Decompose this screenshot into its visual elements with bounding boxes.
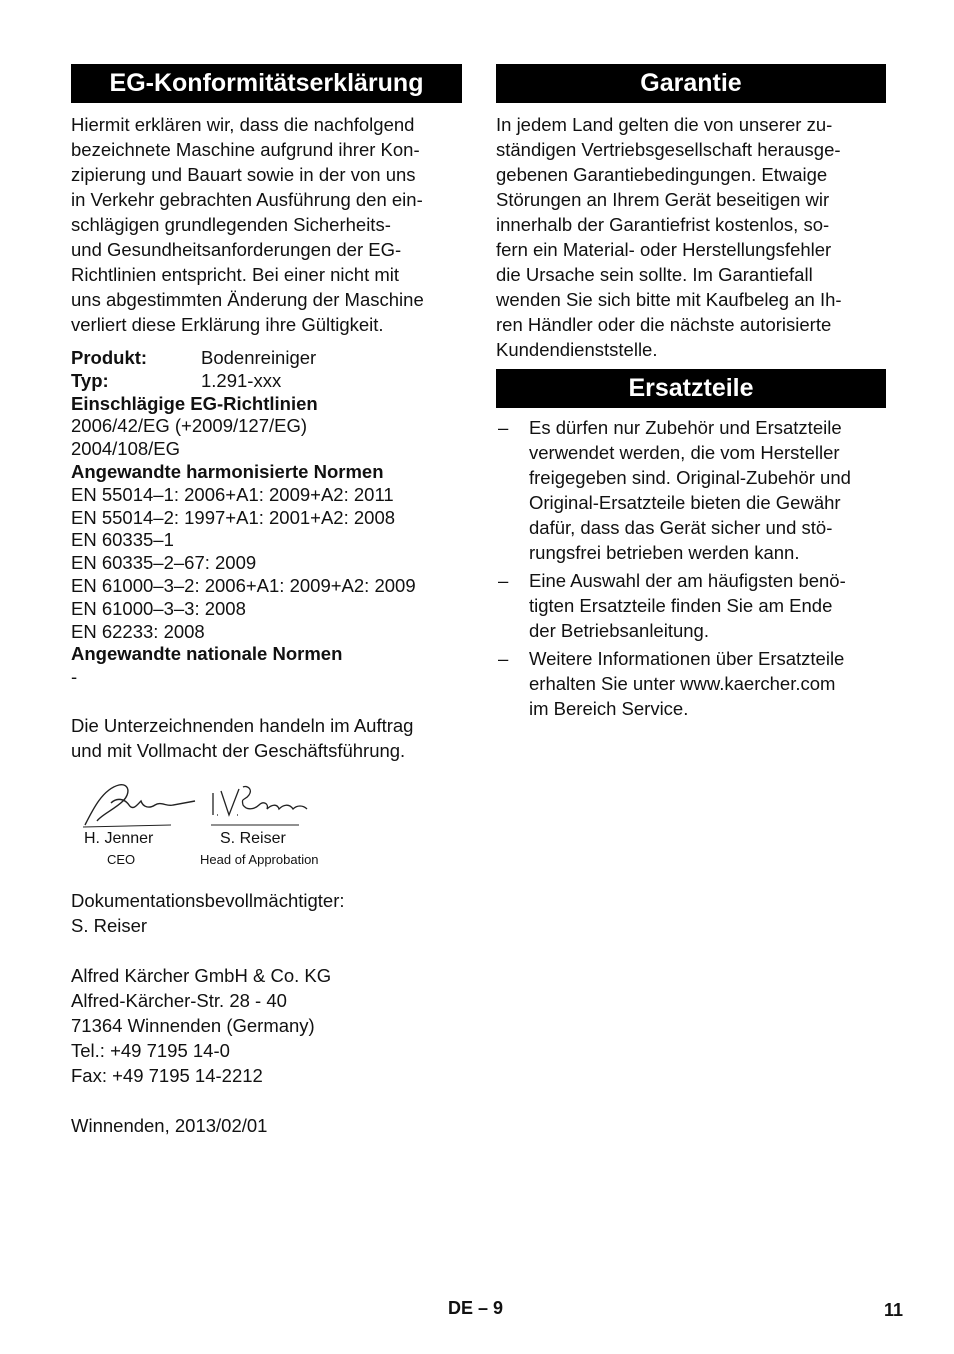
item-line: Es dürfen nur Zubehör und Ersatzteile bbox=[529, 417, 842, 438]
item-line: Eine Auswahl der am häufigsten benö- bbox=[529, 570, 846, 591]
signer-role-reiser: Head of Approbation bbox=[200, 851, 319, 867]
item-line: erhalten Sie unter www.kaercher.com bbox=[529, 673, 836, 694]
warranty-text bbox=[496, 112, 886, 362]
warranty-line: Kundendienststelle. bbox=[496, 339, 658, 360]
directive-item: 2004/108/EG bbox=[71, 438, 181, 460]
standard-item: EN 62233: 2008 bbox=[71, 620, 205, 642]
item-line: dafür, dass das Gerät sicher und stö- bbox=[529, 517, 833, 538]
list-item bbox=[496, 568, 886, 643]
product-row bbox=[71, 347, 462, 370]
item-line: tigten Ersatzteile finden Sie am Ende bbox=[529, 595, 833, 616]
list-item bbox=[496, 646, 886, 721]
intro-line: Hiermit erklären wir, dass die nachfolgend bbox=[71, 114, 415, 135]
footer-page-number: 11 bbox=[884, 1300, 904, 1320]
item-line: Weitere Informationen über Ersatzteile bbox=[529, 648, 845, 669]
product-spec bbox=[71, 347, 462, 689]
list-item bbox=[496, 415, 886, 565]
address-line: 71364 Winnenden (Germany) bbox=[71, 1014, 315, 1036]
intro-line: uns abgestimmten Änderung der Maschine bbox=[71, 289, 424, 310]
type-value: 1.291-xxx bbox=[201, 369, 282, 391]
warranty-line: gebenen Garantiebedingungen. Etwaige bbox=[496, 164, 828, 185]
address-line: Tel.: +49 7195 14-0 bbox=[71, 1039, 230, 1061]
declaration-heading: EG-Konformitätserklärung bbox=[71, 64, 462, 103]
signers-line: Die Unterzeichnenden handeln im Auftrag bbox=[71, 714, 414, 736]
warranty-heading: Garantie bbox=[496, 64, 886, 103]
dash-bullet: – bbox=[498, 417, 509, 438]
declaration-column bbox=[71, 64, 462, 1138]
standard-item: EN 60335–2–67: 2009 bbox=[71, 552, 257, 574]
address-line: Fax: +49 7195 14-2212 bbox=[71, 1064, 263, 1086]
national-value: - bbox=[71, 666, 78, 688]
warranty-line: ständigen Vertriebsgesellschaft herausge- bbox=[496, 139, 841, 160]
directive-item: 2006/42/EG (+2009/127/EG) bbox=[71, 415, 308, 437]
signature-block bbox=[71, 775, 462, 887]
intro-line: zipierung und Bauart sowie in der von uns bbox=[71, 164, 416, 185]
standard-item: EN 55014–2: 1997+A1: 2001+A2: 2008 bbox=[71, 506, 396, 528]
warranty-line: In jedem Land gelten die von unserer zu- bbox=[496, 114, 833, 135]
item-line: im Bereich Service. bbox=[529, 698, 689, 719]
signers-line: und mit Vollmacht der Geschäftsführung. bbox=[71, 739, 406, 761]
warranty-parts-column bbox=[496, 64, 886, 724]
product-label: Produkt: bbox=[71, 347, 148, 368]
intro-line: und Gesundheitsanforderungen der EG- bbox=[71, 239, 402, 260]
signer-name-reiser: S. Reiser bbox=[220, 829, 286, 847]
product-value: Bodenreiniger bbox=[201, 347, 317, 368]
directives-heading: Einschlägige EG-Richtlinien bbox=[71, 392, 318, 414]
doc-rep-label: Dokumentationsbevollmächtigter: bbox=[71, 889, 345, 911]
documentation-representative bbox=[71, 888, 462, 938]
warranty-line: ren Händler oder die nächste autorisierte bbox=[496, 314, 832, 335]
dash-bullet: – bbox=[498, 570, 509, 591]
place-date bbox=[71, 1113, 462, 1138]
warranty-line: fern ein Material- oder Herstellungsfehler bbox=[496, 239, 832, 260]
footer-page-label: DE – 9 bbox=[448, 1298, 504, 1318]
standard-item: EN 55014–1: 2006+A1: 2009+A2: 2011 bbox=[71, 483, 394, 505]
item-line: verwendet werden, die vom Hersteller bbox=[529, 442, 840, 463]
signer-role-jenner: CEO bbox=[107, 851, 136, 867]
address-line: Alfred Kärcher GmbH & Co. KG bbox=[71, 964, 332, 986]
harmonised-heading: Angewandte harmonisierte Normen bbox=[71, 460, 384, 482]
warranty-line: Störungen an Ihrem Gerät beseitigen wir bbox=[496, 189, 830, 210]
company-address bbox=[71, 963, 462, 1088]
national-heading: Angewandte nationale Normen bbox=[71, 643, 343, 665]
dash-bullet: – bbox=[498, 648, 509, 669]
intro-line: verliert diese Erklärung ihre Gültigkeit. bbox=[71, 314, 384, 335]
item-line: rungsfrei betrieben werden kann. bbox=[529, 542, 800, 563]
signer-name-jenner: H. Jenner bbox=[84, 829, 154, 847]
warranty-line: innerhalb der Garantiefrist kostenlos, so- bbox=[496, 214, 830, 235]
item-line: Original-Ersatzteile bieten die Gewähr bbox=[529, 492, 841, 513]
signature-image bbox=[71, 775, 331, 835]
type-row bbox=[71, 370, 462, 393]
intro-line: bezeichnete Maschine aufgrund ihrer Kon- bbox=[71, 139, 420, 160]
warranty-line: die Ursache sein sollte. Im Garantiefall bbox=[496, 264, 813, 285]
item-line: freigegeben sind. Original-Zubehör und bbox=[529, 467, 851, 488]
signers-text bbox=[71, 713, 462, 763]
standard-item: EN 60335–1 bbox=[71, 529, 174, 551]
spare-parts-heading: Ersatzteile bbox=[496, 369, 886, 408]
item-line: der Betriebsanleitung. bbox=[529, 620, 709, 641]
standard-item: EN 61000–3–2: 2006+A1: 2009+A2: 2009 bbox=[71, 574, 416, 596]
doc-rep-name: S. Reiser bbox=[71, 914, 148, 936]
warranty-line: wenden Sie sich bitte mit Kaufbeleg an Ih- bbox=[496, 289, 842, 310]
standard-item: EN 61000–3–3: 2008 bbox=[71, 597, 246, 619]
address-line: Alfred-Kärcher-Str. 28 - 40 bbox=[71, 989, 287, 1011]
place-date-line: Winnenden, 2013/02/01 bbox=[71, 1114, 268, 1136]
intro-line: Richtlinien entspricht. Bei einer nicht mit bbox=[71, 264, 400, 285]
intro-line: schlägigen grundlegenden Sicherheits- bbox=[71, 214, 391, 235]
spare-parts-list bbox=[496, 415, 886, 721]
intro-line: in Verkehr gebrachten Ausführung den ein- bbox=[71, 189, 423, 210]
declaration-intro bbox=[71, 112, 462, 337]
type-label: Typ: bbox=[71, 369, 109, 391]
